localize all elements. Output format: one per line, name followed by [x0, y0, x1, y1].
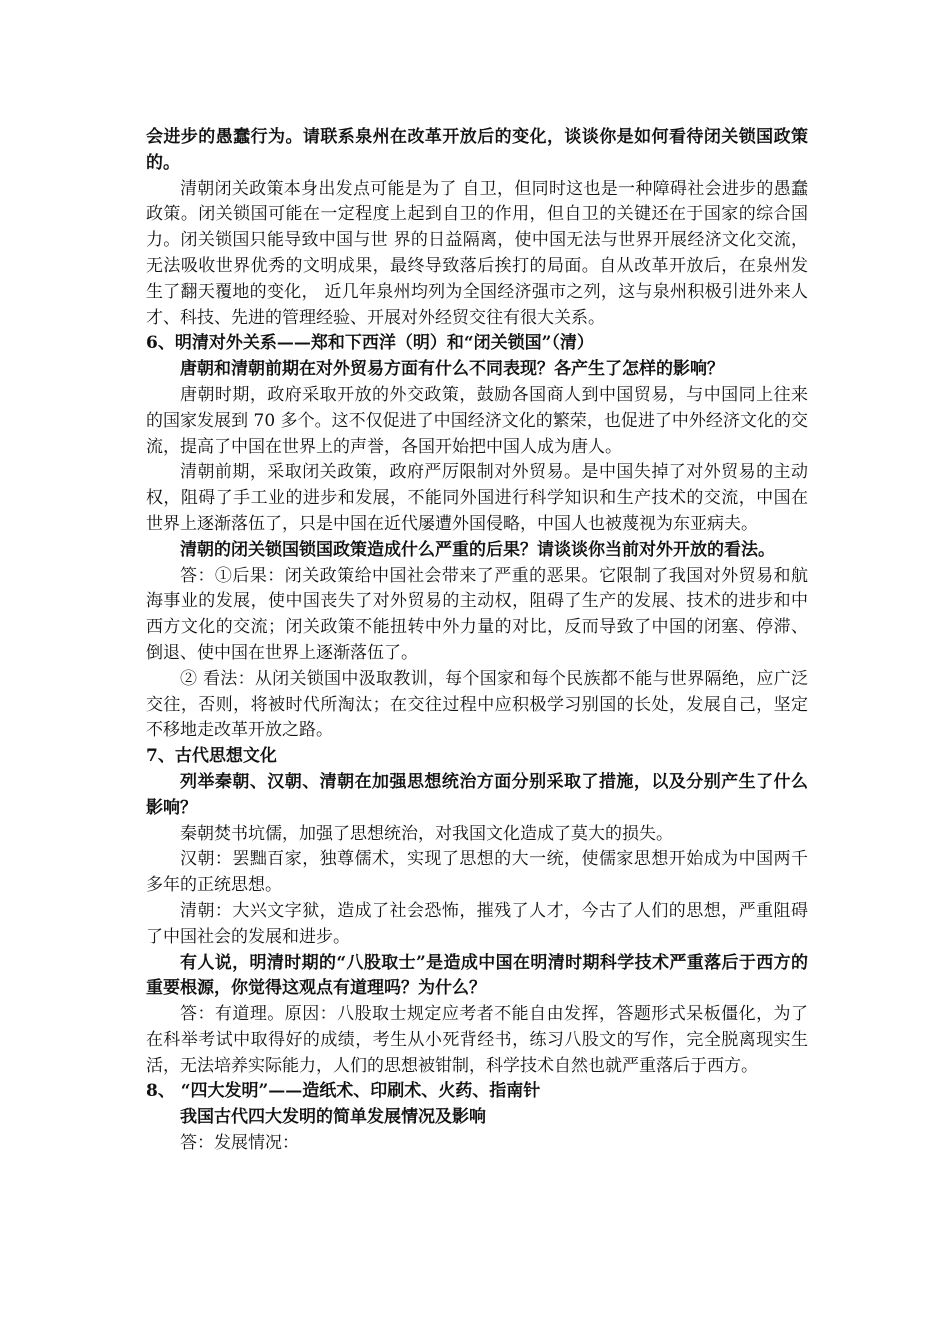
answer-paragraph: ② 看法：从闭关锁国中汲取教训，每个国家和每个民族都不能与世界隔绝，应广泛交往，否则，将被时代所淘汰；在交往过程中应积极学习别国的长处，发展自己，坚定不移地走改革开放之路。	[146, 668, 808, 741]
answer-paragraph: 汉朝：罢黜百家，独尊儒术，实现了思想的大一统，使儒家思想开始成为中国两千多年的正统思想。	[146, 849, 808, 896]
answer-paragraph: 清朝：大兴文字狱，造成了社会恐怖，摧残了人才，今古了人们的思想，严重阻碍了中国社会的发展和进步。	[146, 900, 808, 947]
question-paragraph: 唐朝和清朝前期在对外贸易方面有什么不同表现？各产生了怎样的影响？	[180, 359, 724, 380]
question-paragraph: 列举秦朝、汉朝、清朝在加强思想统治方面分别采取了措施，以及分别产生了什么影响？	[146, 771, 808, 818]
answer-paragraph: 答：①后果：闭关政策给中国社会带来了严重的恶果。它限制了我国对外贸易和航海事业的发展，使中国丧失了对外贸易的主动权，阻碍了生产的发展、技术的进步和中西方文化的交流；闭关政策不能扭转中外力量的对比，反而导致了中国的闭塞、停滞、倒退、使中国在世界上逐渐落伍了。	[146, 565, 808, 663]
answer-paragraph: 答：发展情况：	[180, 1133, 299, 1154]
section-heading-7: 7、古代思想文化	[146, 746, 277, 767]
answer-paragraph: 秦朝焚书坑儒，加强了思想统治，对我国文化造成了莫大的损失。	[180, 823, 673, 844]
section-heading-8: 8、 “四大发明”——造纸术、印刷术、火药、指南针	[146, 1081, 541, 1102]
question-paragraph: 我国古代四大发明的简单发展情况及影响	[180, 1107, 486, 1128]
answer-paragraph: 答：有道理。原因：八股取士规定应考者不能自由发挥，答题形式呆板僵化，为了在科举考试中取得好的成绩，考生从小死背经书，练习八股文的写作，完全脱离现实生活，无法培养实际能力，人们的思想被钳制，科学技术自然也就严重落后于西方。	[146, 1004, 808, 1076]
section-heading-6: 6、明清对外关系——郑和下西洋（明）和“闭关锁国”（清）	[146, 333, 594, 354]
question-paragraph: 有人说，明清时期的“八股取士”是造成中国在明清时期科学技术严重落后于西方的重要根源，你觉得这观点有道理吗？为什么？	[146, 952, 808, 999]
question-continuation: 会进步的愚蠢行为。请联系泉州在改革开放后的变化，谈谈你是如何看待闭关锁国政策的。	[146, 127, 808, 173]
document-page	[146, 125, 808, 1157]
question-paragraph: 清朝的闭关锁国锁国政策造成什么严重的后果？请谈谈你当前对外开放的看法。	[180, 539, 775, 560]
answer-paragraph: 清朝前期，采取闭关政策，政府严厉限制对外贸易。是中国失掉了对外贸易的主动权，阻碍了手工业的进步和发展，不能同外国进行科学知识和生产技术的交流，中国在世界上逐渐落伍了，只是中国在近代屡遭外国侵略，中国人也被蔑视为东亚病夫。	[146, 462, 808, 534]
answer-paragraph: 唐朝时期，政府采取开放的外交政策，鼓励各国商人到中国贸易，与中国同上往来的国家发展到 70 多个。这不仅促进了中国经济文化的繁荣，也促进了中外经济文化的交流，提高了中国在世界上的声誉，各国开始把中国人成为唐人。	[146, 384, 808, 457]
answer-paragraph: 清朝闭关政策本身出发点可能是为了 自卫，但同时这也是一种障碍社会进步的愚蠢政策。闭关锁国可能在一定程度上起到自卫的作用，但自卫的关键还在于国家的综合国力。闭关锁国只能导致中国与世 界的日益隔离，使中国无法与世界开展经济文化交流，无法吸收世界优秀的文明成果，最终导致落后挨打的局面。自从改革开放后，在泉州发生了翻天覆地的变化， 近几年泉州均列为全国经济强市之列，这与泉州积极引进外来人才、科技、先进的管理经验、开展对外经贸交往有很大关系。	[146, 178, 808, 328]
